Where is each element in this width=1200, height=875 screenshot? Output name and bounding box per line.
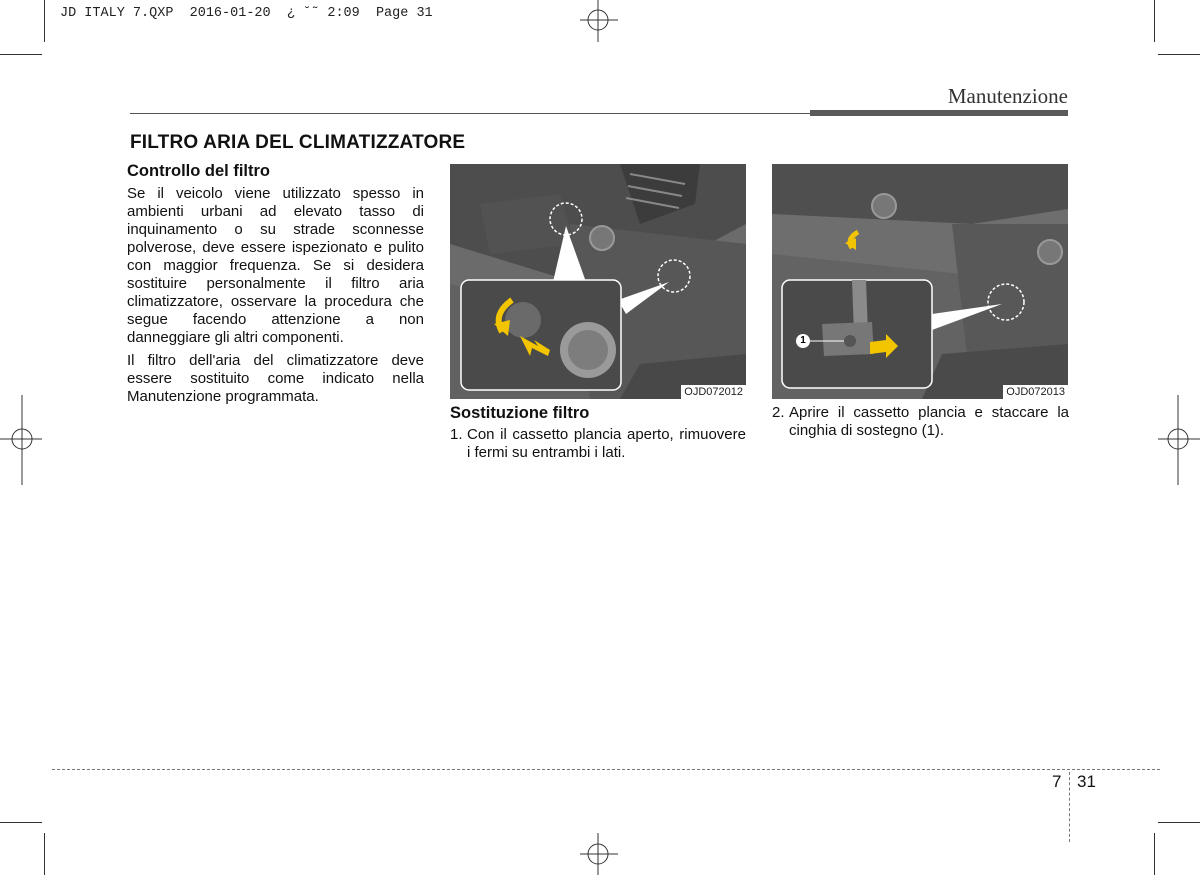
header-rule-bold bbox=[810, 110, 1068, 116]
left-column bbox=[127, 162, 424, 406]
page-title: FILTRO ARIA DEL CLIMATIZZATORE bbox=[130, 132, 466, 153]
step-2 bbox=[772, 404, 1069, 440]
heading-check-filter: Controllo del filtro bbox=[127, 162, 270, 180]
step-1 bbox=[450, 426, 746, 462]
registration-mark-top bbox=[580, 0, 620, 42]
figure-glovebox-strap bbox=[772, 164, 1068, 399]
header-rule bbox=[130, 113, 810, 114]
footer-divider bbox=[1069, 772, 1070, 842]
registration-mark-right bbox=[1158, 395, 1200, 485]
step-text: Con il cassetto plancia aperto, rimuovere i fermi su entrambi i lati. bbox=[467, 426, 746, 461]
step-number: 1. bbox=[450, 426, 463, 443]
figure-code: OJD072013 bbox=[1003, 385, 1068, 399]
callout-number: 1 bbox=[800, 335, 806, 346]
paragraph-check: Se il veicolo viene utilizzato spesso in ambienti urbani ad elevato tasso di inquinamento o su strade sconnesse polverose, deve essere ispezionato e pulito con maggior frequenza. Se si desidera sostituire personalmente il filtro aria climatizzatore, osservare la procedura che segue facendo attenzione a non danneggiare gli altri componenti. bbox=[127, 185, 424, 346]
heading-replace-filter: Sostituzione filtro bbox=[450, 404, 590, 422]
step-number: 2. bbox=[772, 404, 785, 421]
step-text: Aprire il cassetto plancia e staccare la cinghia di sostegno (1). bbox=[789, 404, 1069, 439]
print-slug: JD ITALY 7.QXP 2016-01-20 ¿ ˘˜ 2:09 Page 31 bbox=[60, 6, 433, 21]
registration-mark-bottom bbox=[580, 833, 620, 875]
page-number: 31 bbox=[1077, 772, 1096, 791]
middle-column bbox=[450, 404, 746, 462]
figure-code: OJD072012 bbox=[681, 385, 746, 399]
paragraph-replace-interval: Il filtro dell'aria del climatizzatore deve essere sostituito come indicato nella Manutenzione programmata. bbox=[127, 352, 424, 405]
right-column bbox=[772, 404, 1069, 440]
figure-glovebox-stops bbox=[450, 164, 746, 399]
chapter-number: 7 bbox=[1052, 772, 1062, 791]
registration-mark-left bbox=[0, 395, 42, 485]
section-title: Manutenzione bbox=[947, 84, 1068, 108]
footer-rule bbox=[52, 769, 1160, 770]
